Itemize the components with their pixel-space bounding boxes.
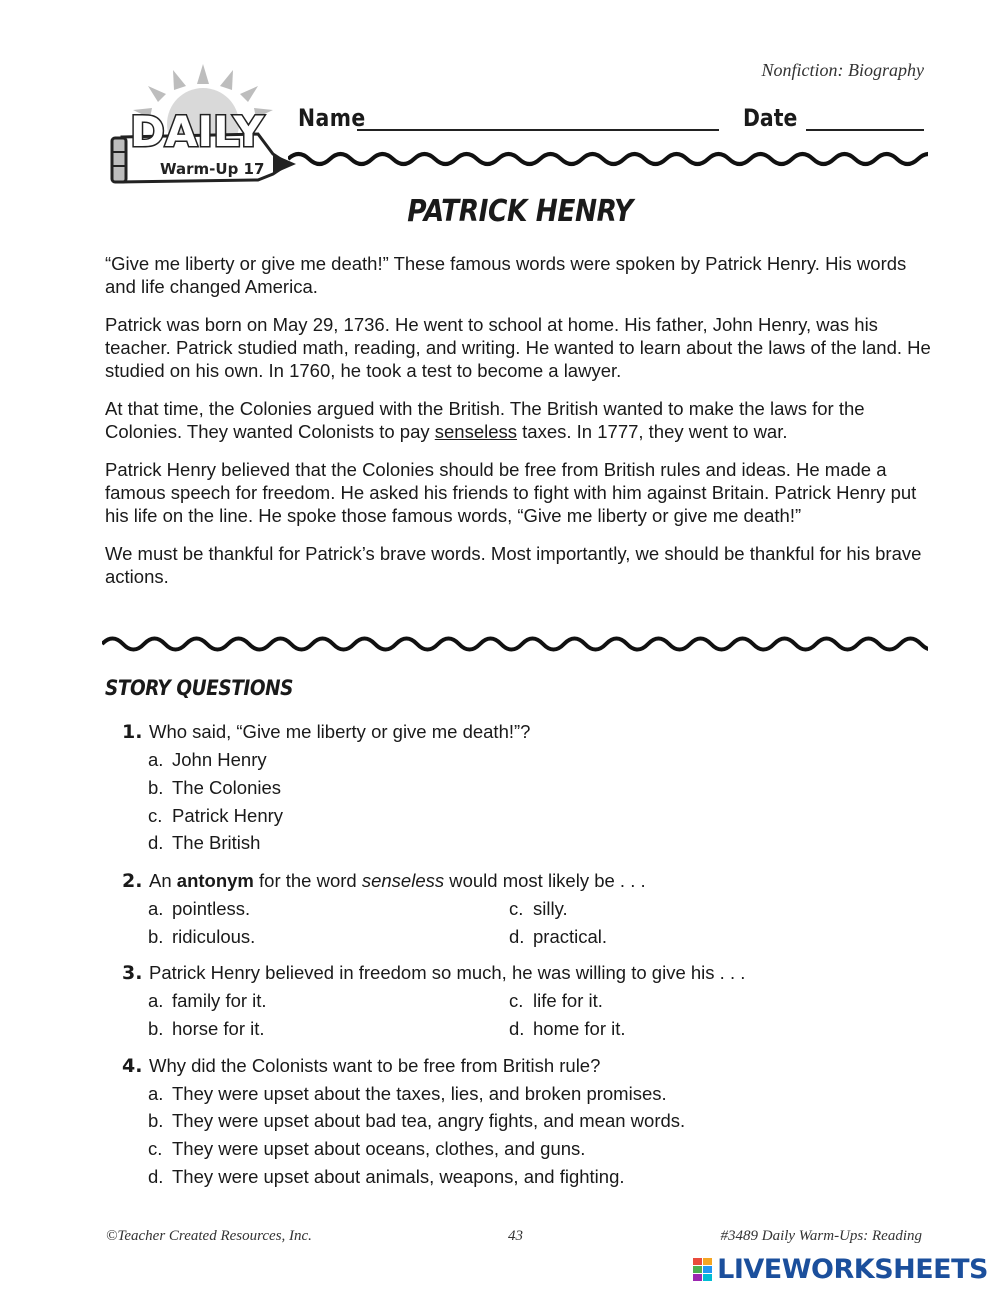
option-1c[interactable]: c. Patrick Henry [148,805,284,826]
logo-word: DAILY [130,107,264,156]
vocab-word-senseless: senseless [434,421,518,442]
question-number: 3. [122,962,143,984]
date-field-line[interactable] [806,129,924,131]
question-text: Why did the Colonists want to be free from British rule? [149,1055,601,1076]
option-3d[interactable]: d. home for it. [509,1018,626,1039]
option-3a[interactable]: a. family for it. [148,990,267,1011]
passage-paragraph-3 [105,397,935,443]
passage-paragraph-5: We must be thankful for Patrick’s brave words. Most importantly, we should be thankful for his brave actions. [105,543,922,587]
liveworksheets-brand [693,1254,988,1285]
section-wave-divider [102,630,928,658]
passage-paragraph-2: Patrick was born on May 29, 1736. He went to school at home. His father, John Henry, was his teacher. Patrick studied math, reading, and writing. He wanted to learn about the laws of the land. He studied on his own. In 1760, he took a test to become a lawyer. [105,314,931,381]
page-title: PATRICK HENRY [407,194,633,229]
term-antonym: antonym [176,870,254,891]
option-2b[interactable]: b. ridiculous. [148,926,256,947]
question-number: 2. [122,870,143,892]
option-3b[interactable]: b. horse for it. [148,1018,265,1039]
passage [105,252,935,603]
story-questions-title: STORY QUESTIONS [105,676,294,700]
option-4a[interactable]: a. They were upset about the taxes, lies, and broken promises. [148,1083,667,1104]
brand-text: LIVEWORKSHEETS [717,1254,988,1285]
name-label: Name [298,104,366,132]
footer-page-number: 43 [508,1228,523,1244]
option-1a[interactable]: a. John Henry [148,749,267,770]
option-4d[interactable]: d. They were upset about animals, weapons, and fighting. [148,1166,625,1187]
passage-paragraph-4: Patrick Henry believed that the Colonies should be free from British rules and ideas. He made a famous speech for freedom. He asked his friends to fight with him against Britain. Patrick Henry put his life on the line. He spoke those famous words, “Give me liberty or give me death!” [105,459,917,526]
logo-subtitle: Warm-Up 17 [160,160,265,178]
footer-copyright: ©Teacher Created Resources, Inc. [106,1228,312,1244]
passage-paragraph-1: “Give me liberty or give me death!” These famous words were spoken by Patrick Henry. His words and life changed America. [105,253,907,297]
option-4c[interactable]: c. They were upset about oceans, clothes, and guns. [148,1138,586,1159]
passage-text: At that time, the Colonies argued with the British. The British wanted to make the laws for the Colonies. They wanted Colonists to pay [105,398,865,442]
question-text: Patrick Henry believed in freedom so much, he was willing to give his . . . [149,962,746,983]
question-text: An antonym for the word senseless would most likely be . . . [149,870,646,891]
option-2c[interactable]: c. silly. [509,898,568,919]
name-field-line[interactable] [357,129,719,131]
option-1b[interactable]: b. The Colonies [148,777,282,798]
option-2d[interactable]: d. practical. [509,926,608,947]
term-senseless: senseless [361,870,445,891]
option-2a[interactable]: a. pointless. [148,898,251,919]
option-4b[interactable]: b. They were upset about bad tea, angry fights, and mean words. [148,1110,686,1131]
question-number: 4. [122,1055,143,1077]
daily-warmup-logo [108,62,298,192]
liveworksheets-logo-icon [693,1258,713,1282]
passage-text: taxes. In 1777, they went to war. [517,421,788,442]
option-3c[interactable]: c. life for it. [509,990,603,1011]
question-text: Who said, “Give me liberty or give me death!”? [149,721,531,742]
footer-book-title: #3489 Daily Warm-Ups: Reading [720,1228,922,1244]
header-wave-divider [288,146,928,172]
date-label: Date [743,104,798,132]
question-number: 1. [122,721,143,743]
option-1d[interactable]: d. The British [148,832,261,853]
genre-label: Nonfiction: Biography [761,60,924,80]
